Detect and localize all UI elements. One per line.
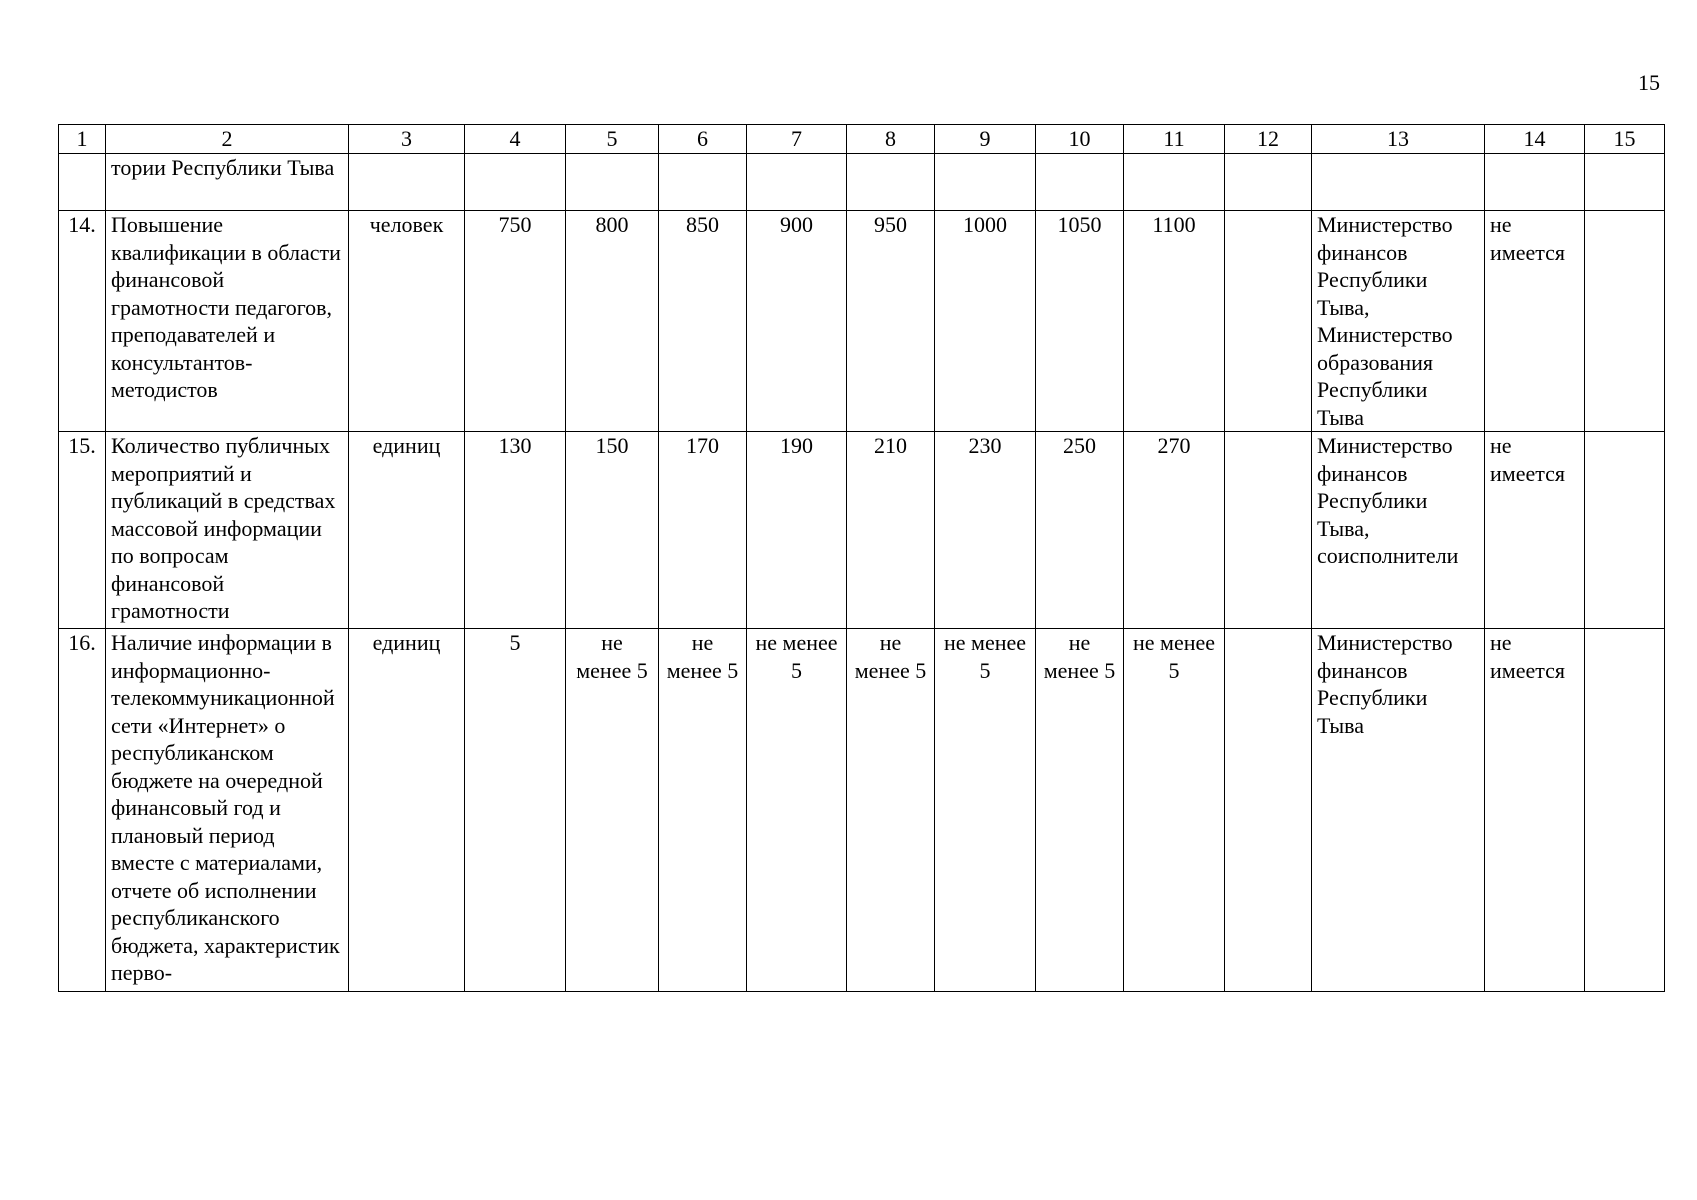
value-cell: 130 [465,432,566,629]
unit: единиц [349,629,465,992]
column-header: 6 [659,125,747,154]
value-cell: 800 [566,211,659,432]
value-cell [747,154,847,211]
value-cell: 1100 [1124,211,1225,432]
column-header: 15 [1585,125,1665,154]
indicator-name: Количество публичных мероприятий и публикаций в средствах массовой информации по вопросам финансовой грамотности [106,432,349,629]
column-header: 1 [59,125,106,154]
column-header: 7 [747,125,847,154]
col14-cell: не имеется [1485,211,1585,432]
col14-cell: не имеется [1485,432,1585,629]
value-cell [566,154,659,211]
value-cell [1124,154,1225,211]
value-cell: 950 [847,211,935,432]
column-header: 5 [566,125,659,154]
value-cell: 900 [747,211,847,432]
column-number-header [59,125,1665,154]
value-cell: 150 [566,432,659,629]
col15-cell [1585,154,1665,211]
value-cell: 170 [659,432,747,629]
value-cell: не менее 5 [1036,629,1124,992]
value-cell: не менее 5 [659,629,747,992]
table-row [59,629,1665,992]
indicator-name: Повышение квалификации в области финансовой грамотности педагогов, преподавателей и консультантов-методистов [106,211,349,432]
value-cell: 5 [465,629,566,992]
value-cell: не менее 5 [935,629,1036,992]
value-cell: 1000 [935,211,1036,432]
row-number: 16. [59,629,106,992]
indicator-name: Наличие информации в информационно-телекоммуникационной сети «Интернет» о республиканском бюджете на очередной финансовый год и плановый период вместе с материалами, отчете об исполнении республиканского бюджета, характеристик перво- [106,629,349,992]
col12-cell [1225,211,1312,432]
value-cell: 250 [1036,432,1124,629]
value-cell [847,154,935,211]
column-header: 4 [465,125,566,154]
value-cell [465,154,566,211]
value-cell: не менее 5 [566,629,659,992]
column-header: 14 [1485,125,1585,154]
responsible-cell [1312,154,1485,211]
col15-cell [1585,432,1665,629]
col14-cell: не имеется [1485,629,1585,992]
responsible-cell: Министерство финансов Республики Тыва, Министерство образования Республики Тыва [1312,211,1485,432]
value-cell [935,154,1036,211]
col12-cell [1225,154,1312,211]
value-cell [659,154,747,211]
col12-cell [1225,629,1312,992]
value-cell: 190 [747,432,847,629]
value-cell: не менее 5 [847,629,935,992]
unit [349,154,465,211]
unit: единиц [349,432,465,629]
col14-cell [1485,154,1585,211]
row-number: 15. [59,432,106,629]
row-number: 14. [59,211,106,432]
unit: человек [349,211,465,432]
col15-cell [1585,211,1665,432]
value-cell: 270 [1124,432,1225,629]
indicator-name: тории Республики Тыва [106,154,349,211]
value-cell: 850 [659,211,747,432]
value-cell [1036,154,1124,211]
page-number: 15 [1638,70,1660,95]
column-header: 2 [106,125,349,154]
column-header: 8 [847,125,935,154]
indicators-table [58,124,1665,992]
value-cell: не менее 5 [747,629,847,992]
col12-cell [1225,432,1312,629]
col15-cell [1585,629,1665,992]
value-cell: не менее 5 [1124,629,1225,992]
row-number [59,154,106,211]
value-cell: 750 [465,211,566,432]
column-header: 11 [1124,125,1225,154]
responsible-cell: Министерство финансов Республики Тыва [1312,629,1485,992]
value-cell: 1050 [1036,211,1124,432]
value-cell: 230 [935,432,1036,629]
column-header: 13 [1312,125,1485,154]
table-row [59,154,1665,211]
column-header: 3 [349,125,465,154]
value-cell: 210 [847,432,935,629]
column-header: 10 [1036,125,1124,154]
column-header: 9 [935,125,1036,154]
table-row [59,432,1665,629]
table-row [59,211,1665,432]
responsible-cell: Министерство финансов Республики Тыва, соисполнители [1312,432,1485,629]
column-header: 12 [1225,125,1312,154]
